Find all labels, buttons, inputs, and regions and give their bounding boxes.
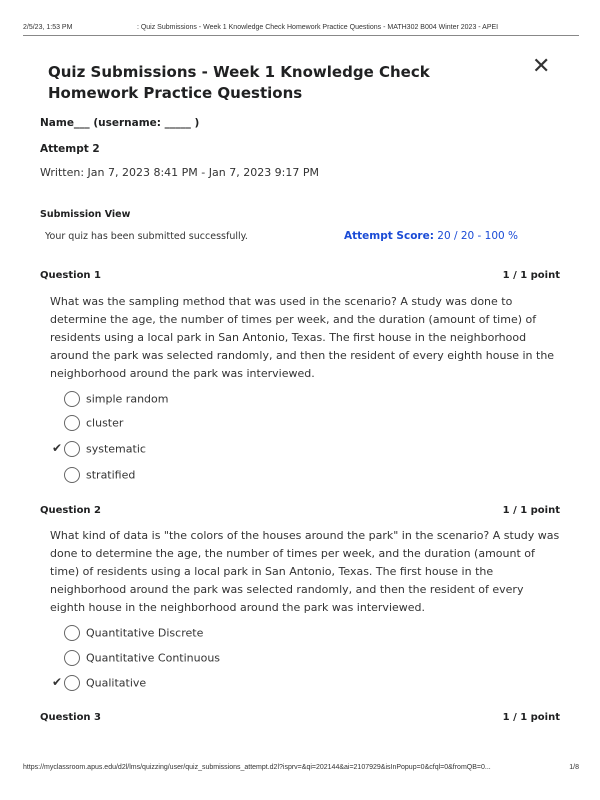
print-title: : Quiz Submissions - Week 1 Knowledge Check Homework Practice Questions - MATH302 B004 Winter 2023 - APEI	[136, 24, 499, 31]
print-footer	[23, 764, 579, 771]
answer-option[interactable]	[52, 675, 147, 695]
answer-option[interactable]	[64, 467, 135, 487]
question-text: What kind of data is "the colors of the houses around the park" in the scenario? A study was done to determine the age, the number of times per week, and the duration (amount of time) of residents using a local park in San Antonio, Texas. The first house in the neighborhood around the park was selected randomly, and then the resident of every eighth house in the neighborhood around the park was interviewed.	[50, 529, 560, 614]
checkmark-icon: ✔	[52, 441, 63, 455]
radio-button[interactable]	[64, 650, 80, 666]
question-title: Question 2	[40, 505, 101, 516]
question-points: 1 / 1 point	[502, 712, 560, 723]
radio-button[interactable]	[64, 391, 80, 407]
option-label: Quantitative Continuous	[86, 651, 221, 665]
name-line: Name___ (username: _____ )	[40, 117, 200, 129]
option-label: systematic	[86, 442, 146, 456]
question-text: What was the sampling method that was used in the scenario? A study was done to determine the age, the number of times per week, and the duration (amount of time) of residents using a local park in San Antonio, Texas. The first house in the neighborhood around the park was selected randomly, and then the resident of every eighth house in the neighborhood around the park was interviewed.	[50, 295, 555, 380]
page-title: Quiz Submissions - Week 1 Knowledge Check Homework Practice Questions	[48, 63, 430, 102]
answer-option[interactable]	[64, 391, 168, 411]
option-label: cluster	[86, 416, 124, 430]
page-number: 1/8	[569, 764, 579, 771]
attempt-score	[344, 230, 518, 242]
option-label: stratified	[86, 468, 136, 482]
submission-view-heading: Submission View	[40, 209, 131, 220]
print-date: 2/5/23, 1:53 PM	[23, 24, 73, 31]
question-title: Question 3	[40, 712, 101, 723]
option-label: Qualitative	[86, 676, 147, 690]
radio-button[interactable]	[64, 441, 80, 457]
close-icon[interactable]: ✕	[532, 54, 551, 79]
question-header	[40, 505, 560, 516]
question-points: 1 / 1 point	[502, 270, 560, 281]
print-header	[23, 24, 579, 36]
question-title: Question 1	[40, 270, 101, 281]
attempt-heading: Attempt 2	[40, 143, 100, 155]
question-points: 1 / 1 point	[502, 505, 560, 516]
answer-option[interactable]	[64, 650, 220, 670]
option-label: Quantitative Discrete	[86, 626, 204, 640]
answer-option[interactable]	[64, 625, 203, 645]
radio-button[interactable]	[64, 415, 80, 431]
question-header	[40, 270, 560, 281]
answer-option[interactable]	[52, 441, 146, 461]
submission-message: Your quiz has been submitted successfully.	[45, 231, 248, 242]
attempt-score-label: Attempt Score:	[344, 230, 434, 242]
answer-option[interactable]	[64, 415, 123, 435]
checkmark-icon: ✔	[52, 675, 63, 689]
print-url: https://myclassroom.apus.edu/d2l/lms/quizzing/user/quiz_submissions_attempt.d2l?isprv=&qi=202144&ai=2107929&isInPopup=0&cfql=0&fromQB=0...	[23, 764, 491, 771]
radio-button[interactable]	[64, 467, 80, 483]
written-timestamp: Written: Jan 7, 2023 8:41 PM - Jan 7, 2023 9:17 PM	[40, 166, 320, 179]
radio-button[interactable]	[64, 625, 80, 641]
option-label: simple random	[86, 392, 169, 406]
attempt-score-value: 20 / 20 - 100 %	[437, 230, 519, 242]
question-header	[40, 712, 560, 723]
radio-button[interactable]	[64, 675, 80, 691]
